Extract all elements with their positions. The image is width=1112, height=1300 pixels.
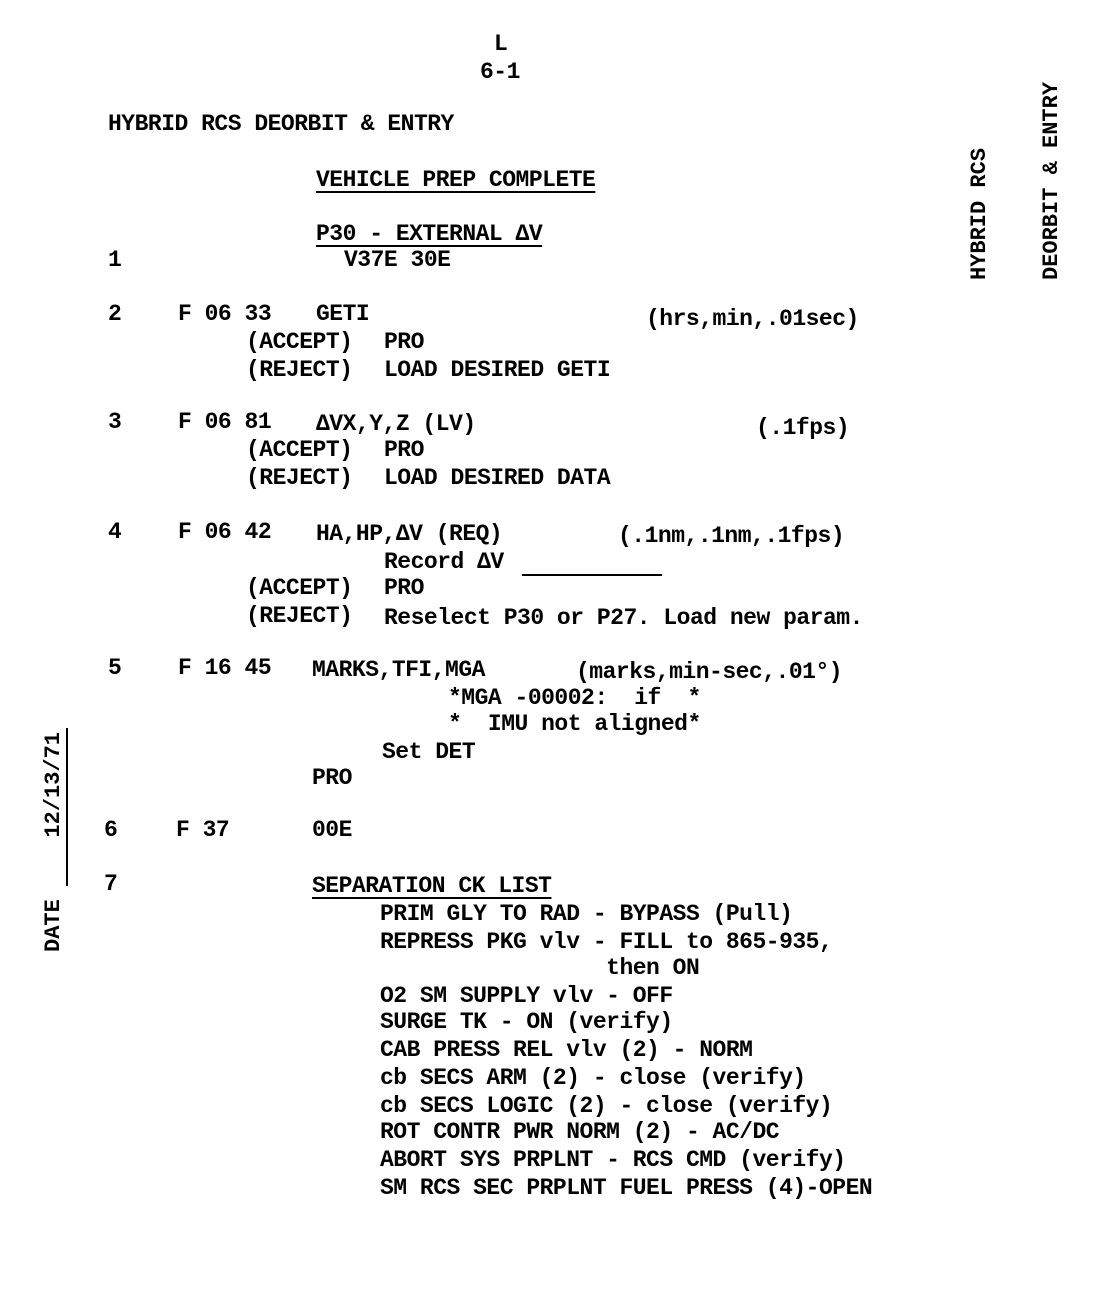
page-number: 6-1 — [480, 59, 520, 85]
checklist-item: then ON — [380, 955, 700, 981]
step-item: GETI — [316, 301, 370, 327]
heading-vehicle-prep: VEHICLE PREP COMPLETE — [316, 167, 596, 193]
checklist-item: SM RCS SEC PRPLNT FUEL PRESS (4)-OPEN — [380, 1175, 873, 1201]
date-label: DATE — [41, 899, 66, 952]
accept-action: PRO — [384, 437, 424, 463]
record-label: Record ΔV — [384, 549, 504, 575]
reject-label: (REJECT) — [246, 465, 353, 491]
reject-label: (REJECT) — [246, 357, 353, 383]
date-stamp — [20, 720, 80, 960]
checklist-item: REPRESS PKG vlv - FILL to 865-935, — [380, 929, 833, 955]
step-number: 5 — [108, 655, 122, 681]
step-code: F 16 45 — [178, 655, 272, 681]
accept-label: (ACCEPT) — [246, 437, 353, 463]
step-number: 1 — [108, 247, 122, 273]
reject-action: Reselect P30 or P27. Load new param. — [384, 605, 863, 631]
mga-note-2: * IMU not aligned* — [448, 711, 701, 737]
section-letter: L — [494, 31, 508, 57]
side-tab-line2: DEORBIT & ENTRY — [1039, 81, 1064, 280]
step-code: F 06 42 — [178, 519, 272, 545]
accept-action: PRO — [384, 575, 424, 601]
checklist-item: SURGE TK - ON (verify) — [380, 1009, 673, 1035]
mga-note-1: *MGA -00002: if * — [448, 685, 701, 711]
step-units: (.1fps) — [756, 415, 850, 441]
date-value: 12/13/71 — [42, 728, 68, 886]
step-code: F 06 33 — [178, 301, 272, 327]
step-units: (.1nm,.1nm,.1fps) — [618, 523, 845, 549]
record-blank-line — [522, 574, 662, 576]
reject-label: (REJECT) — [246, 603, 353, 629]
reject-action: LOAD DESIRED DATA — [384, 465, 611, 491]
side-tab-line1: HYBRID RCS — [967, 147, 992, 280]
page-title: HYBRID RCS DEORBIT & ENTRY — [108, 111, 454, 137]
step-item: HA,HP,ΔV (REQ) — [316, 521, 503, 547]
step-units: (hrs,min,.01sec) — [646, 306, 859, 332]
step-number: 6 — [104, 817, 118, 843]
checklist-item: PRIM GLY TO RAD - BYPASS (Pull) — [380, 901, 793, 927]
checklist-item: ABORT SYS PRPLNT - RCS CMD (verify) — [380, 1147, 846, 1173]
step-number: 7 — [104, 871, 118, 897]
step-text: V37E 30E — [344, 247, 451, 273]
set-det: Set DET — [382, 739, 476, 765]
step-number: 4 — [108, 519, 122, 545]
step-item: MARKS,TFI,MGA — [312, 657, 485, 683]
step-code: F 37 — [176, 817, 230, 843]
heading-p30: P30 - EXTERNAL ΔV — [316, 221, 543, 247]
step-units: (marks,min-sec,.01°) — [576, 659, 843, 685]
step-item: 00E — [312, 817, 352, 843]
checklist-item: CAB PRESS REL vlv (2) - NORM — [380, 1037, 753, 1063]
side-tab — [880, 40, 1064, 300]
step-code: F 06 81 — [178, 409, 272, 435]
step-number: 3 — [108, 409, 122, 435]
checklist-item: cb SECS ARM (2) - close (verify) — [380, 1065, 806, 1091]
reject-action: LOAD DESIRED GETI — [384, 357, 611, 383]
checklist-item: ROT CONTR PWR NORM (2) - AC/DC — [380, 1119, 780, 1145]
checklist-item: O2 SM SUPPLY vlv - OFF — [380, 983, 673, 1009]
separation-heading: SEPARATION CK LIST — [312, 873, 552, 899]
accept-label: (ACCEPT) — [246, 329, 353, 355]
checklist-item: cb SECS LOGIC (2) - close (verify) — [380, 1093, 833, 1119]
accept-label: (ACCEPT) — [246, 575, 353, 601]
step-item: ΔVX,Y,Z (LV) — [316, 411, 476, 437]
pro-action: PRO — [312, 765, 352, 791]
step-number: 2 — [108, 301, 122, 327]
accept-action: PRO — [384, 329, 424, 355]
